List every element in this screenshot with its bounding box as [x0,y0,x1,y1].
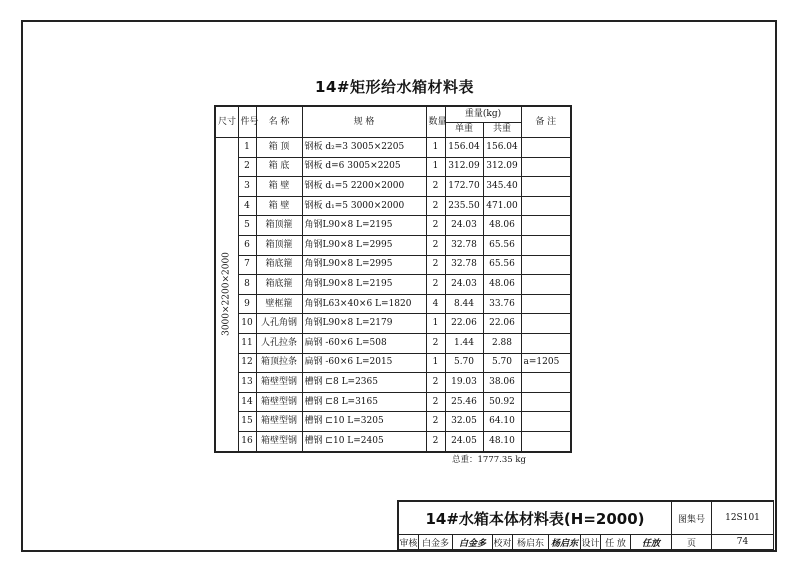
table-row [215,235,571,255]
part-no-cell: 3 [238,177,256,197]
table-header [215,106,571,138]
part-name-cell: 箱壁型钢 [256,373,302,393]
unit-weight-cell: 8.44 [445,294,483,314]
table-row [215,412,571,432]
page-number: 74 [712,535,774,550]
total-weight-cell: 156.04 [483,138,521,158]
remark-cell [521,177,571,197]
spec-cell: 角钢L90×8 L=2179 [302,314,426,334]
total-weight-cell: 48.06 [483,275,521,295]
checker-name: 杨启东 [513,535,549,550]
total-weight-cell: 50.92 [483,392,521,412]
part-no-cell: 6 [238,235,256,255]
unit-weight-cell: 1.44 [445,333,483,353]
spec-cell: 槽钢 ⊏8 L=2365 [302,373,426,393]
part-no-cell: 5 [238,216,256,236]
atlas-label: 图集号 [672,502,712,535]
table-row [215,157,571,177]
part-name-cell: 箱 顶 [256,138,302,158]
part-no-cell: 10 [238,314,256,334]
total-weight-cell: 33.76 [483,294,521,314]
remark-cell [521,294,571,314]
remark-cell [521,431,571,451]
qty-cell: 2 [426,255,445,275]
spec-cell: 角钢L90×8 L=2995 [302,235,426,255]
qty-cell: 2 [426,216,445,236]
qty-cell: 1 [426,353,445,373]
header-name: 名 称 [256,106,302,138]
part-no-cell: 2 [238,157,256,177]
header-size: 尺寸 [215,106,238,138]
spec-cell: 钢板 d₁=5 2200×2000 [302,177,426,197]
header-spec: 规 格 [302,106,426,138]
part-name-cell: 箱顶拉条 [256,353,302,373]
review-label: 审核 [399,535,419,550]
total-weight-cell: 48.06 [483,216,521,236]
remark-cell [521,196,571,216]
design-label: 设计 [581,535,601,550]
title-block [397,500,774,550]
unit-weight-cell: 32.78 [445,255,483,275]
table-row [215,138,571,158]
part-no-cell: 4 [238,196,256,216]
part-no-cell: 8 [238,275,256,295]
spec-cell: 角钢L90×8 L=2995 [302,255,426,275]
remark-cell [521,373,571,393]
unit-weight-cell: 22.06 [445,314,483,334]
spec-cell: 钢板 d₁=5 3000×2000 [302,196,426,216]
total-weight-cell: 5.70 [483,353,521,373]
part-name-cell: 箱壁型钢 [256,431,302,451]
table-row [215,392,571,412]
remark-cell [521,255,571,275]
part-name-cell: 箱 底 [256,157,302,177]
part-no-cell: 7 [238,255,256,275]
designer-name: 任 放 [601,535,631,550]
total-weight-cell: 345.40 [483,177,521,197]
table-row [215,431,571,451]
remark-cell [521,333,571,353]
part-name-cell: 箱壁型钢 [256,412,302,432]
part-no-cell: 1 [238,138,256,158]
table-body [215,138,571,452]
qty-cell: 4 [426,294,445,314]
reviewer-signature: 白金多 [453,535,493,550]
part-no-cell: 13 [238,373,256,393]
unit-weight-cell: 25.46 [445,392,483,412]
designer-signature: 任放 [631,535,672,550]
header-weight: 重量(kg) [445,106,521,122]
table-row [215,294,571,314]
part-name-cell: 人孔角钢 [256,314,302,334]
reviewer-name: 白金多 [419,535,453,550]
qty-cell: 2 [426,235,445,255]
spec-cell: 槽钢 ⊏10 L=3205 [302,412,426,432]
qty-cell: 2 [426,431,445,451]
header-part-no: 件号 [238,106,256,138]
spec-cell: 槽钢 ⊏10 L=2405 [302,431,426,451]
header-unit-weight: 单重 [445,122,483,138]
unit-weight-cell: 172.70 [445,177,483,197]
drawing-title: 14#水箱本体材料表(H=2000) [399,502,672,535]
header-qty: 数量 [426,106,445,138]
remark-cell: a=1205 [521,353,571,373]
part-name-cell: 箱壁型钢 [256,392,302,412]
part-no-cell: 15 [238,412,256,432]
remark-cell [521,216,571,236]
spec-cell: 扁钢 -60×6 L=2015 [302,353,426,373]
part-no-cell: 14 [238,392,256,412]
remark-cell [521,275,571,295]
qty-cell: 1 [426,157,445,177]
total-weight-cell: 65.56 [483,235,521,255]
checker-signature: 杨启东 [549,535,581,550]
material-table [214,105,572,453]
unit-weight-cell: 24.05 [445,431,483,451]
part-no-cell: 16 [238,431,256,451]
table-row [215,216,571,236]
size-cell [215,138,238,452]
unit-weight-cell: 235.50 [445,196,483,216]
unit-weight-cell: 5.70 [445,353,483,373]
part-no-cell: 9 [238,294,256,314]
part-name-cell: 箱 壁 [256,177,302,197]
qty-cell: 2 [426,412,445,432]
unit-weight-cell: 156.04 [445,138,483,158]
spec-cell: 角钢L90×8 L=2195 [302,275,426,295]
remark-cell [521,314,571,334]
qty-cell: 2 [426,333,445,353]
remark-cell [521,392,571,412]
size-value: 3000×2200×2000 [221,252,232,337]
unit-weight-cell: 312.09 [445,157,483,177]
spec-cell: 钢板 d₂=3 3005×2205 [302,138,426,158]
spec-cell: 角钢L90×8 L=2195 [302,216,426,236]
header-total-weight: 共重 [483,122,521,138]
spec-cell: 槽钢 ⊏8 L=3165 [302,392,426,412]
document-title: 14#矩形给水箱材料表 [315,78,474,96]
total-weight-cell: 64.10 [483,412,521,432]
part-name-cell: 箱底箍 [256,255,302,275]
unit-weight-cell: 32.78 [445,235,483,255]
remark-cell [521,157,571,177]
part-name-cell: 箱 壁 [256,196,302,216]
total-weight-cell: 38.06 [483,373,521,393]
qty-cell: 2 [426,392,445,412]
atlas-number: 12S101 [712,502,774,535]
qty-cell: 1 [426,138,445,158]
part-name-cell: 人孔拉条 [256,333,302,353]
page-label: 页 [672,535,712,550]
table-row [215,255,571,275]
remark-cell [521,138,571,158]
table-row [215,196,571,216]
table-row [215,177,571,197]
table-row [215,275,571,295]
part-no-cell: 11 [238,333,256,353]
spec-cell: 角钢L63×40×6 L=1820 [302,294,426,314]
total-weight-cell: 22.06 [483,314,521,334]
table-row [215,353,571,373]
table-row [215,333,571,353]
header-remarks: 备 注 [521,106,571,138]
total-weight-cell: 2.88 [483,333,521,353]
unit-weight-cell: 19.03 [445,373,483,393]
unit-weight-cell: 24.03 [445,216,483,236]
part-name-cell: 箱顶箍 [256,235,302,255]
unit-weight-cell: 32.05 [445,412,483,432]
qty-cell: 2 [426,275,445,295]
remark-cell [521,235,571,255]
part-name-cell: 壁框箍 [256,294,302,314]
check-label: 校对 [493,535,513,550]
total-weight-cell: 48.10 [483,431,521,451]
table-row [215,314,571,334]
part-name-cell: 箱顶箍 [256,216,302,236]
qty-cell: 2 [426,177,445,197]
remark-cell [521,412,571,432]
spec-cell: 扁钢 -60×6 L=508 [302,333,426,353]
spec-cell: 钢板 d=6 3005×2205 [302,157,426,177]
part-no-cell: 12 [238,353,256,373]
qty-cell: 1 [426,314,445,334]
total-weight-cell: 471.00 [483,196,521,216]
qty-cell: 2 [426,373,445,393]
qty-cell: 2 [426,196,445,216]
total-weight-cell: 312.09 [483,157,521,177]
total-weight: 总重：1777.35 kg [452,455,526,465]
unit-weight-cell: 24.03 [445,275,483,295]
total-weight-cell: 65.56 [483,255,521,275]
part-name-cell: 箱底箍 [256,275,302,295]
table-row [215,373,571,393]
